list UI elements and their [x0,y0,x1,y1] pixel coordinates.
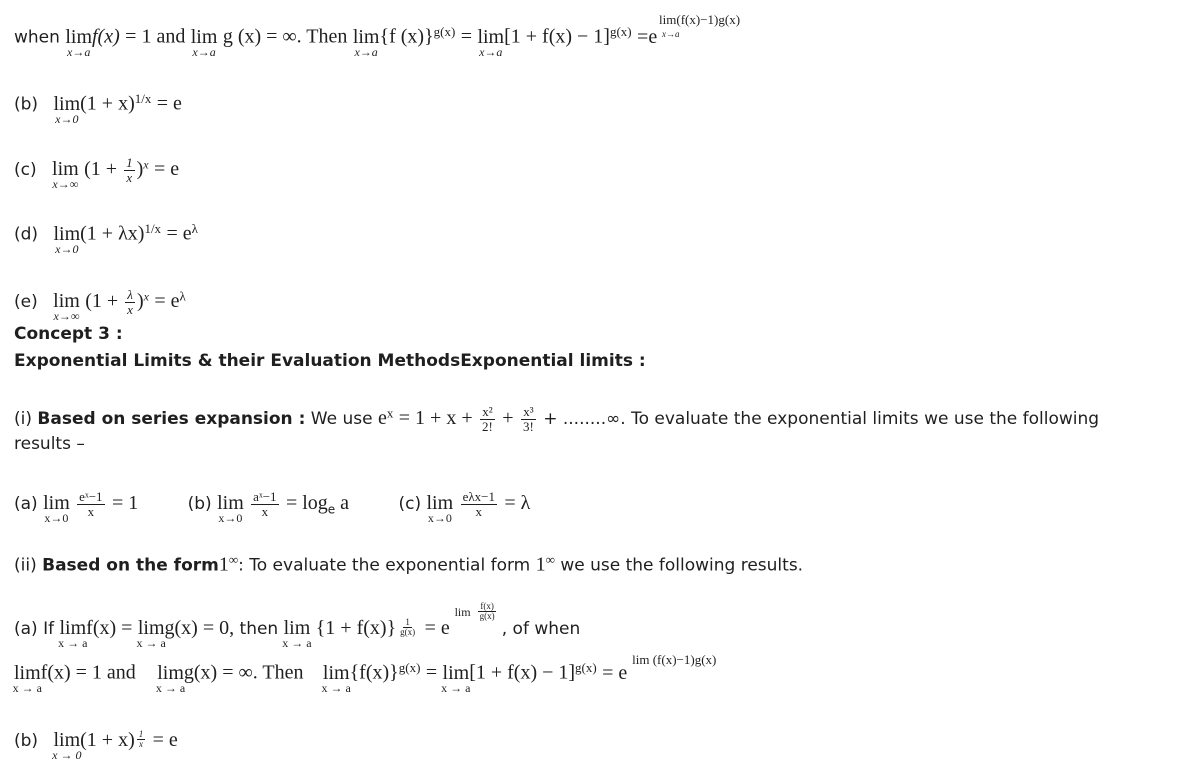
exp-result: =e lim(f(x)−1)g(x) x→a [637,11,741,48]
equals: = [460,25,473,48]
lim-operator: lim x → 0 [52,729,82,762]
series-formula: e [377,407,387,430]
eq-one-and: = 1 and [125,25,186,48]
exp-top-sub: x→a [662,28,680,39]
lim-operator: lim x→a [190,25,218,59]
exp-result: = e lim $\frac{f(x)}{g(x)}$ [424,601,495,639]
series-label: (i) [14,409,32,430]
results-line [14,489,531,526]
series-line: (i) Based on series expansion : We use $e^x = 1 + x$ + $\frac{\text{x²}}{2!}$ + $\frac{\text{x³}}{3!}$ + ........∞. To evaluate the exponential limits we use the following [14,404,1100,434]
exponent-g: g(x) [609,24,632,39]
result-a: (a) lim x→0 $\frac{\text{eˣ−1}}{x}$ = 1 [14,489,139,526]
last-item-b: (b) lim x → 0 (1 + x) $\frac{1}{x}$ = e [14,729,178,762]
result-fraction: $\frac{\text{eˣ−1}}{x}$ [79,489,103,519]
series-formula-rest: = 1 + x + [398,407,473,430]
result-c: (c) lim x→0 $\frac{\text{eλx−1}}{x}$ = λ [398,489,531,526]
lim-operator: lim x → a [441,661,471,695]
series-text: We use [310,409,373,430]
section-heading: Exponential Limits & their Evaluation MethodsExponential limits : [14,351,646,371]
series-bold: Based on series expansion : [37,409,306,430]
item-expression: (1 + [85,290,124,313]
lim-operator: lim x → a [321,661,351,695]
item-label: (e) [14,292,38,313]
item-rhs: = e [156,92,182,115]
lim-operator: lim x→a [65,25,92,59]
bracket-expression: [1 + f(x) − 1] [504,25,610,48]
g-infinity-then: g (x) = ∞. Then [222,25,348,48]
series-dots: + ........∞. [543,409,626,430]
exp-top: lim(f(x)−1)g(x) [659,11,741,27]
limit-statement-line [14,11,741,59]
lim-operator: lim x→∞ [52,158,79,192]
item-exponent: x [143,157,149,172]
f-of-x: f(x) [92,25,120,48]
form-text2: we use the following results. [560,555,804,576]
lim-operator: lim x→a [352,25,380,59]
lim-operator: lim x→0 [53,92,81,126]
result-b: (b) lim x→0 $\frac{\text{aˣ−1}}{x}$ = $\log_e a$ [187,489,350,526]
exp-fraction: $\frac{1}{g(x)}$ [400,617,416,638]
item-rhs: = e [166,222,192,245]
rhs-exponent: λ [191,221,198,236]
exponent-g: g(x) [433,24,456,39]
lim-operator: lim x → a [58,617,88,650]
exp-result: = e lim (f(x)−1)g(x) [602,651,717,684]
item-d [14,221,198,256]
item-label: (c) [14,160,37,181]
lim-operator: lim x → a [12,661,42,695]
item-exponent: 1/x [134,91,152,106]
term3: $\frac{\text{x³}}{3!}$ [522,404,534,434]
item-rhs: = e [153,158,180,181]
item-e: (e) lim x→∞ (1 + $\frac{\lambda}{x}$ )$^x = e^\lambda$ [14,287,186,324]
brace-expression: {f (x)} [379,25,434,48]
series-text2: To evaluate the exponential limits we use the following [631,409,1100,430]
item-expression: (1 + λx) [80,222,145,245]
item-exponent: x [143,289,149,304]
series-exp: x [386,405,394,421]
exp-fraction: $\frac{1}{x}$ [138,729,144,750]
lim-operator: lim x → a [136,617,166,650]
lim-operator: lim x→0 [426,492,454,526]
item-rhs: = e [154,290,180,313]
item-exponent: 1/x [144,221,162,236]
series-results-text: results – [14,434,85,454]
lim-operator: lim x→0 [43,492,70,526]
lim-operator: lim x→∞ [53,290,80,324]
form-line: (ii) Based on the form1∞: To evaluate the exponential form 1∞ we use the following results. [14,552,804,576]
item-label: (d) [14,224,39,245]
fraction: $\frac{1}{x}$ [126,155,133,185]
item-expression: (1 + x) [80,92,135,115]
item-expression: (1 + [84,158,123,181]
form-bold: Based on the form [42,555,219,576]
concept-title: Concept 3 : [14,324,123,344]
rhs-exponent: λ [179,288,186,304]
term2: $\frac{\text{x²}}{2!}$ [482,404,493,434]
result-fraction: $\frac{\text{eλx−1}}{x}$ [462,489,495,519]
lim-operator: lim x→0 [53,222,81,256]
item-label: (b) [14,94,39,115]
when-text: when [14,27,60,48]
item-b [14,91,182,126]
lim-operator: lim x → a [155,661,186,695]
lim-operator: lim x → a [282,617,312,650]
result-fraction: $\frac{\text{aˣ−1}}{x}$ [253,489,277,519]
item-c: (c) lim x→∞ (1 + $\frac{1}{x}$ )$^x$ = e [14,155,180,192]
lim-operator: lim x→a [477,25,505,59]
form-text: : To evaluate the exponential form [238,555,531,576]
if-line: (a) If lim x → a f(x) = lim x → a g(x) = 0, then lim x → a {1 + f(x)} $\frac{1}{g(x)}$ = e lim $\frac{f(x)}{g(x)}$ , of when [14,601,581,650]
lim-operator: lim x→0 [217,492,244,526]
final-line: lim x → a f(x) = 1 and lim x → a g(x) = ∞. Then lim x → a $\{f(x)\}^{g(x)} = \lim$ x → a $[1 + f(x) - 1]^{g(x)} = e$ lim (f(x)−1)g(x) [12,651,717,695]
fraction: $\frac{\lambda}{x}$ [127,287,133,317]
